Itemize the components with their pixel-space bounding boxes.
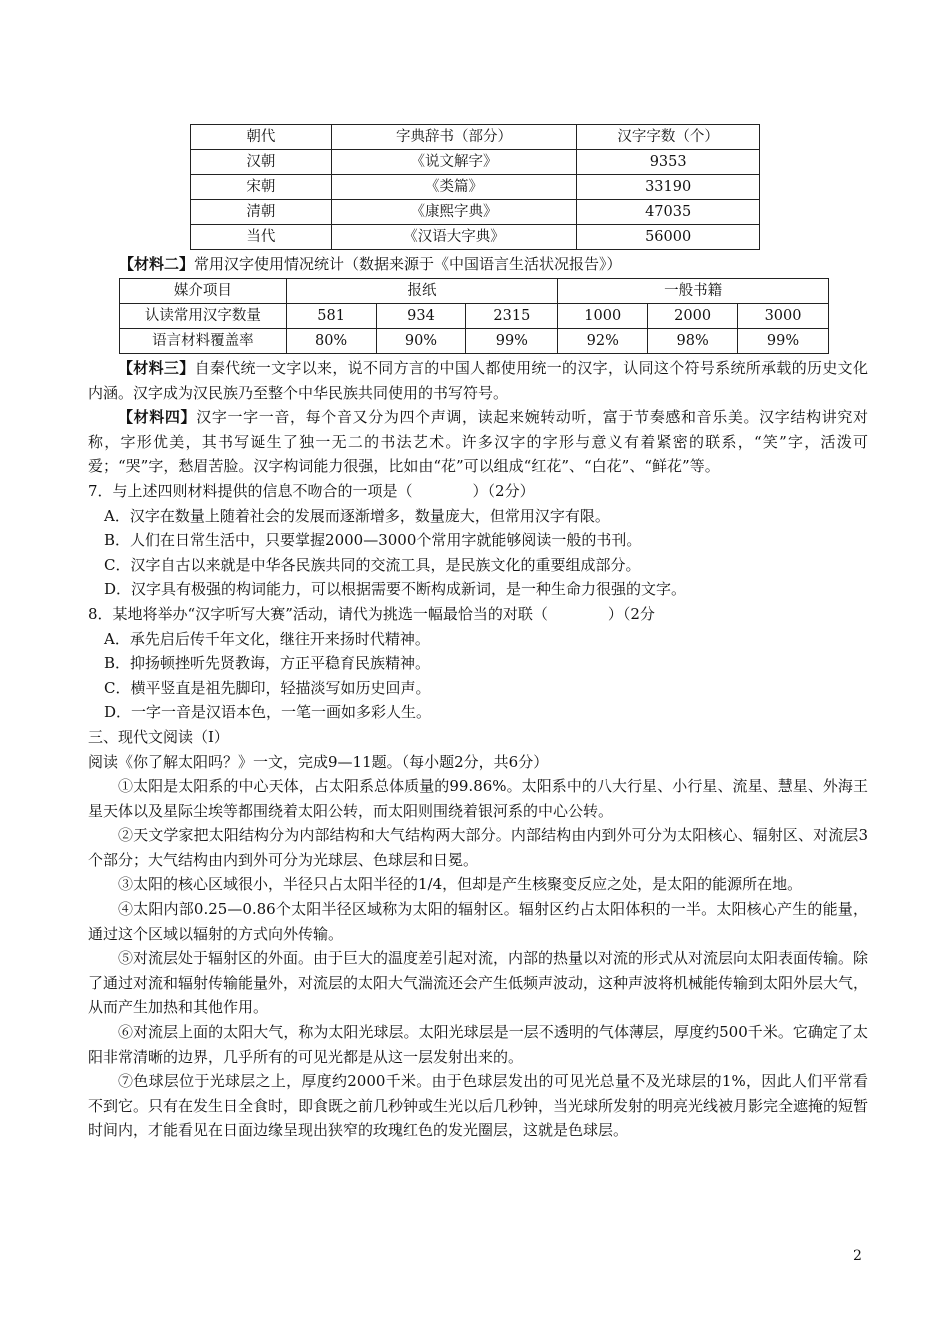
- body-text: [88, 356, 868, 1143]
- dictionary-table: [190, 124, 760, 250]
- usage-stats-table: [119, 278, 829, 354]
- reading-intro: 阅读《你了解太阳吗？》一文，完成9—11题。（每小题2分，共6分）: [88, 752, 549, 771]
- question-7-option: B．人们在日常生活中，只要掌握2000—3000个常用字就能够阅读一般的书刊。: [104, 531, 642, 550]
- table-row: [120, 329, 829, 354]
- table-row: [120, 304, 829, 329]
- row-label: 认读常用汉字数量: [120, 304, 287, 329]
- table-cell: 90%: [376, 329, 466, 354]
- table-row: [191, 225, 760, 250]
- article-paragraph: ⑥对流层上面的太阳大气，称为太阳光球层。太阳光球层是一层不透明的气体薄层，厚度约500千米。它确定了太阳非常清晰的边界，几乎所有的可见光都是从这一层发射出来的。: [88, 1023, 868, 1066]
- table-cell: 宋朝: [191, 175, 332, 200]
- header-cell: 媒介项目: [120, 279, 287, 304]
- table-cell: 581: [286, 304, 376, 329]
- question-8-option: A．承先启后传千年文化，继往开来扬时代精神。: [104, 629, 430, 648]
- header-cell: 朝代: [191, 125, 332, 150]
- table-cell: 《类篇》: [331, 175, 577, 200]
- table-cell: 当代: [191, 225, 332, 250]
- table-cell: 1000: [558, 304, 648, 329]
- question-8-option: D．一字一音是汉语本色，一笔一画如多彩人生。: [104, 703, 432, 722]
- table-header-row: [120, 279, 829, 304]
- article-paragraph: ⑤对流层处于辐射区的外面。由于巨大的温度差引起对流，内部的热量以对流的形式从对流层向太阳表面传输。除了通过对流和辐射传输能量外，对流层的太阳大气湍流还会产生低频声波动，这种声波将机械能传输到太阳外层大气，从而产生加热和其他作用。: [88, 949, 869, 1017]
- table-cell: 汉朝: [191, 150, 332, 175]
- table-cell: 92%: [558, 329, 648, 354]
- article-paragraph: ④太阳内部0.25—0.86个太阳半径区域称为太阳的辐射区。辐射区约占太阳体积的一半。太阳核心产生的能量，通过这个区域以辐射的方式向外传输。: [88, 900, 868, 943]
- table-cell: 934: [376, 304, 466, 329]
- table-row: [191, 150, 760, 175]
- row-label: 语言材料覆盖率: [120, 329, 287, 354]
- table-header-row: [191, 125, 760, 150]
- article-paragraph: ③太阳的核心区域很小，半径只占太阳半径的1/4，但却是产生核聚变反应之处，是太阳的能源所在地。: [118, 875, 803, 894]
- question-8-option: C．横平竖直是祖先脚印，轻描淡写如历史回声。: [104, 678, 431, 697]
- header-cell: 汉字字数（个）: [577, 125, 760, 150]
- question-7-option: A．汉字在数量上随着社会的发展而逐渐增多，数量庞大，但常用汉字有限。: [104, 506, 610, 525]
- header-cell: 字典辞书（部分）: [331, 125, 577, 150]
- article-paragraph: ①太阳是太阳系的中心天体，占太阳系总体质量的99.86%。太阳系中的八大行星、小行星、流星、慧星、外海王星天体以及星际尘埃等都围绕着太阳公转，而太阳则围绕着银河系的中心公转。: [88, 777, 868, 820]
- table-cell: 99%: [738, 329, 829, 354]
- table-cell: 清朝: [191, 200, 332, 225]
- article-paragraph: ②天文学家把太阳结构分为内部结构和大气结构两大部分。内部结构由内到外可分为太阳核心、辐射区、对流层3个部分；大气结构由内到外可分为光球层、色球层和日冕。: [88, 826, 868, 869]
- material4-paragraph: 【材料四】汉字一字一音，每个音又分为四个声调，读起来婉转动听，富于节奏感和音乐美。汉字结构讲究对称，字形优美，其书写诞生了独一无二的书法艺术。许多汉字的字形与意义有着紧密的联系，“笑”字，活泼可爱；“哭”字，愁眉苦脸。汉字构词能力很强，比如由“花”可以组成“红花”、“白花”、“鲜花”等。: [88, 408, 868, 476]
- header-cell: 一般书籍: [558, 279, 829, 304]
- table-cell: 《说文解字》: [331, 150, 577, 175]
- table-cell: 3000: [738, 304, 829, 329]
- table-cell: 99%: [466, 329, 558, 354]
- table-cell: 80%: [286, 329, 376, 354]
- table-row: [191, 200, 760, 225]
- material3-paragraph: 【材料三】自秦代统一文字以来，说不同方言的中国人都使用统一的汉字，认同这个符号系统所承载的历史文化内涵。汉字成为汉民族乃至整个中华民族共同使用的书写符号。: [88, 359, 868, 402]
- table-cell: 《康熙字典》: [331, 200, 577, 225]
- header-cell: 报纸: [286, 279, 558, 304]
- question-7-option: D．汉字具有极强的构词能力，可以根据需要不断构成新词，是一种生命力很强的文字。: [104, 580, 687, 599]
- table-cell: 2315: [466, 304, 558, 329]
- table-cell: 9353: [577, 150, 760, 175]
- table-row: [191, 175, 760, 200]
- question-7-stem: 7．与上述四则材料提供的信息不吻合的一项是（ ）（2分）: [88, 481, 535, 500]
- question-8-option: B．抑扬顿挫听先贤教诲，方正平稳育民族精神。: [104, 654, 431, 673]
- section-heading: 三、现代文阅读（Ⅰ）: [88, 727, 229, 746]
- question-7-option: C．汉字自古以来就是中华各民族共同的交流工具，是民族文化的重要组成部分。: [104, 555, 641, 574]
- material2-title: 【材料二】常用汉字使用情况统计（数据来源于《中国语言生活状况报告》）: [119, 255, 622, 273]
- page-number: 2: [853, 1248, 862, 1264]
- article-paragraph: ⑦色球层位于光球层之上，厚度约2000千米。由于色球层发出的可见光总量不及光球层的1%，因此人们平常看不到它。只有在发生日全食时，即食既之前几秒钟或生光以后几秒钟，当光球所发射的明亮光线被月影完全遮掩的短暂时间内，才能看见在日面边缘呈现出狭窄的玫瑰红色的发光圈层，这就是色球层。: [88, 1072, 869, 1140]
- table-cell: 98%: [648, 329, 738, 354]
- table-cell: 47035: [577, 200, 760, 225]
- table-cell: 2000: [648, 304, 738, 329]
- table-cell: 56000: [577, 225, 760, 250]
- table-cell: 《汉语大字典》: [331, 225, 577, 250]
- question-8-stem: 8．某地将举办“汉字听写大赛”活动，请代为挑选一幅最恰当的对联（ ）（2分: [88, 604, 655, 623]
- table-cell: 33190: [577, 175, 760, 200]
